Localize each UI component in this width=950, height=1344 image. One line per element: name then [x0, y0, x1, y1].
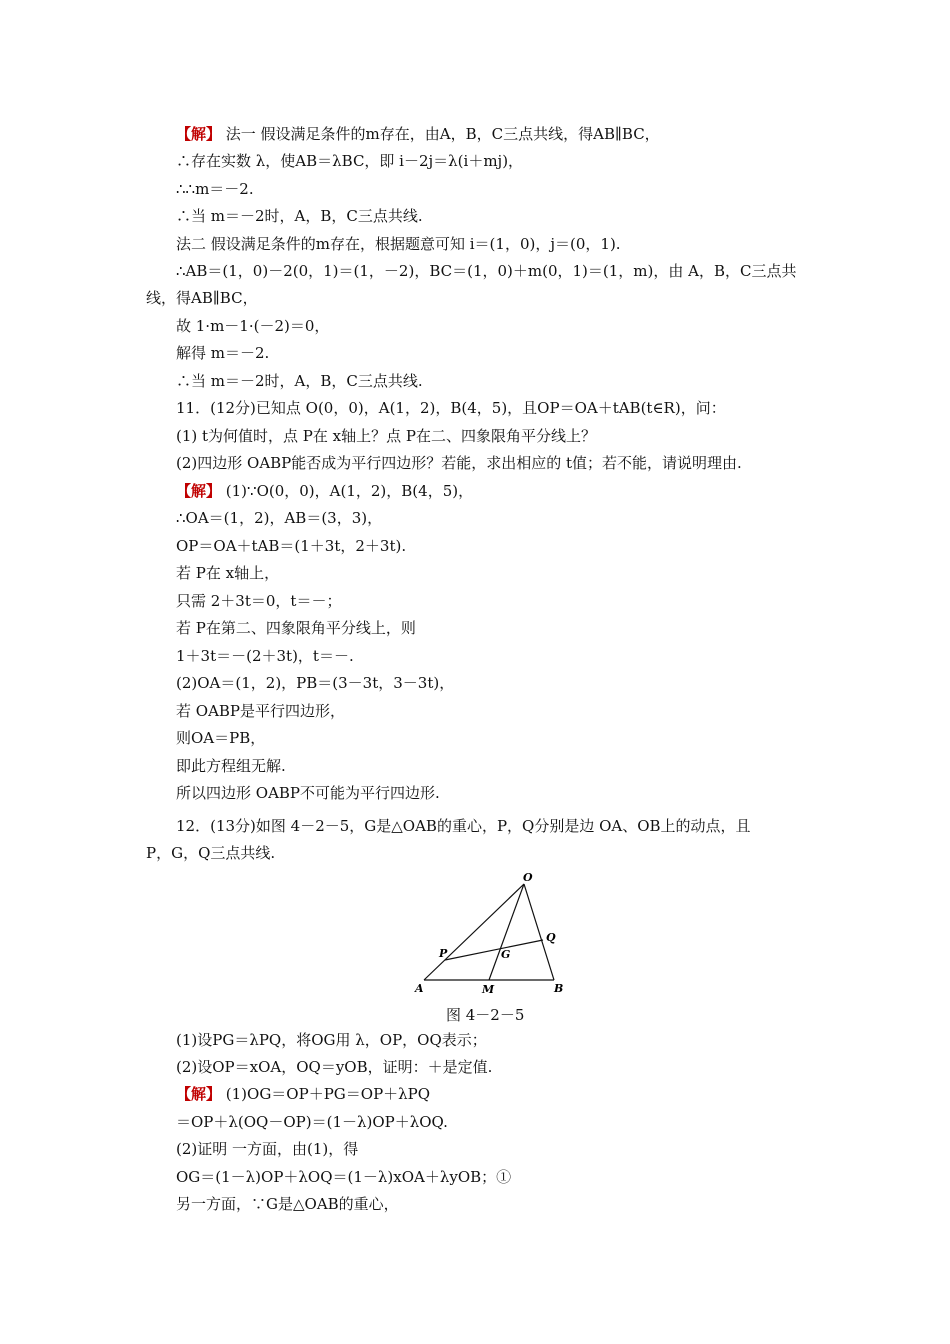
- solution-tag: 【解】: [176, 125, 222, 143]
- text-line: (1)设PG＝λPQ，将OG用 λ，OP，OQ表示；: [176, 1031, 487, 1049]
- text-line: 即此方程组无解.: [176, 757, 286, 775]
- text-line: 【解】 (1)∵O(0，0)，A(1，2)，B(4，5)，: [176, 482, 474, 500]
- solution-tag: 【解】: [176, 482, 222, 500]
- text-line: 1＋3t＝－(2＋3t)，t＝－.: [176, 647, 354, 665]
- text-line: 若 P在 x轴上，: [176, 564, 280, 582]
- text-line: ∴当 m＝－2时，A，B，C三点共线.: [176, 372, 423, 390]
- text-line: ＝OP＋λ(OQ－OP)＝(1－λ)OP＋λOQ.: [176, 1113, 448, 1131]
- text-line: ∴当 m＝－2时，A，B，C三点共线.: [176, 207, 423, 225]
- label-a: A: [415, 982, 424, 995]
- text-line: OP＝OA＋tAB＝(1＋3t，2＋3t).: [176, 537, 407, 555]
- text-line: 另一方面，∵G是△OAB的重心，: [176, 1195, 399, 1213]
- label-m: M: [482, 983, 495, 996]
- text-line: 所以四边形 OABP不可能为平行四边形.: [176, 784, 440, 802]
- problem-11-statement: 11．(12分)已知点 O(0，0)，A(1，2)，B(4，5)，且OP＝OA＋tAB(t∈R)，问：: [176, 399, 726, 417]
- text-line: (2)四边形 OABP能否成为平行四边形？若能，求出相应的 t值；若不能，请说明理由.: [176, 454, 742, 472]
- label-q: Q: [546, 931, 556, 944]
- text-line: 【解】 法一 假设满足条件的m存在，由A，B，C三点共线，得AB∥BC，: [176, 125, 660, 143]
- text-line: 【解】 (1)OG＝OP＋PG＝OP＋λPQ: [176, 1085, 431, 1103]
- label-g: G: [501, 948, 511, 961]
- text-line: P，G，Q三点共线.: [146, 844, 276, 862]
- text-line: (2)OA＝(1，2)，PB＝(3－3t，3－3t)，: [176, 674, 455, 692]
- problem-12-statement: 12．(13分)如图 4－2－5，G是△OAB的重心，P，Q分别是边 OA、OB上的动点，且: [176, 817, 751, 835]
- edge-oa: [424, 884, 524, 980]
- text-line: ∴AB＝(1，0)－2(0，1)＝(1，－2)，BC＝(1，0)＋m(0，1)＝(1，m)，由 A，B，C三点共: [176, 262, 797, 280]
- text-line: (2)设OP＝xOA，OQ＝yOB，证明：＋是定值.: [176, 1058, 493, 1076]
- text-line: (1) t为何值时，点 P在 x轴上？点 P在二、四象限角平分线上？: [176, 427, 596, 445]
- text-line: 法二 假设满足条件的m存在，根据题意可知 i＝(1，0)，j＝(0，1).: [176, 235, 621, 253]
- label-b: B: [554, 982, 564, 995]
- solution-tag: 【解】: [176, 1085, 222, 1103]
- text-line: 故 1·m－1·(－2)＝0，: [176, 317, 330, 335]
- text-line: (2)证明 一方面，由(1)，得: [176, 1140, 359, 1158]
- triangle-figure: [412, 868, 582, 1000]
- text-line: ∴∴m＝－2.: [176, 180, 254, 198]
- label-p: P: [439, 947, 448, 960]
- label-o: O: [523, 871, 533, 884]
- median-om: [489, 884, 524, 980]
- text-line: 解得 m＝－2.: [176, 344, 270, 362]
- text-line: 则OA＝PB，: [176, 729, 266, 747]
- text-line: 线，得AB∥BC，: [146, 289, 258, 307]
- text-line: 若 P在第二、四象限角平分线上，则: [176, 619, 416, 637]
- text-line: ∴OA＝(1，2)，AB＝(3，3)，: [176, 509, 383, 527]
- figure-caption: 图 4－2－5: [446, 1006, 525, 1024]
- segment-pq: [445, 940, 543, 960]
- text-line: OG＝(1－λ)OP＋λOQ＝(1－λ)xOA＋λyOB；①: [176, 1168, 512, 1186]
- text-line: 只需 2＋3t＝0，t＝－；: [176, 592, 342, 610]
- text-line: 若 OABP是平行四边形，: [176, 702, 346, 720]
- text-line: ∴存在实数 λ，使AB＝λBC，即 i－2j＝λ(i＋mj)，: [176, 152, 524, 170]
